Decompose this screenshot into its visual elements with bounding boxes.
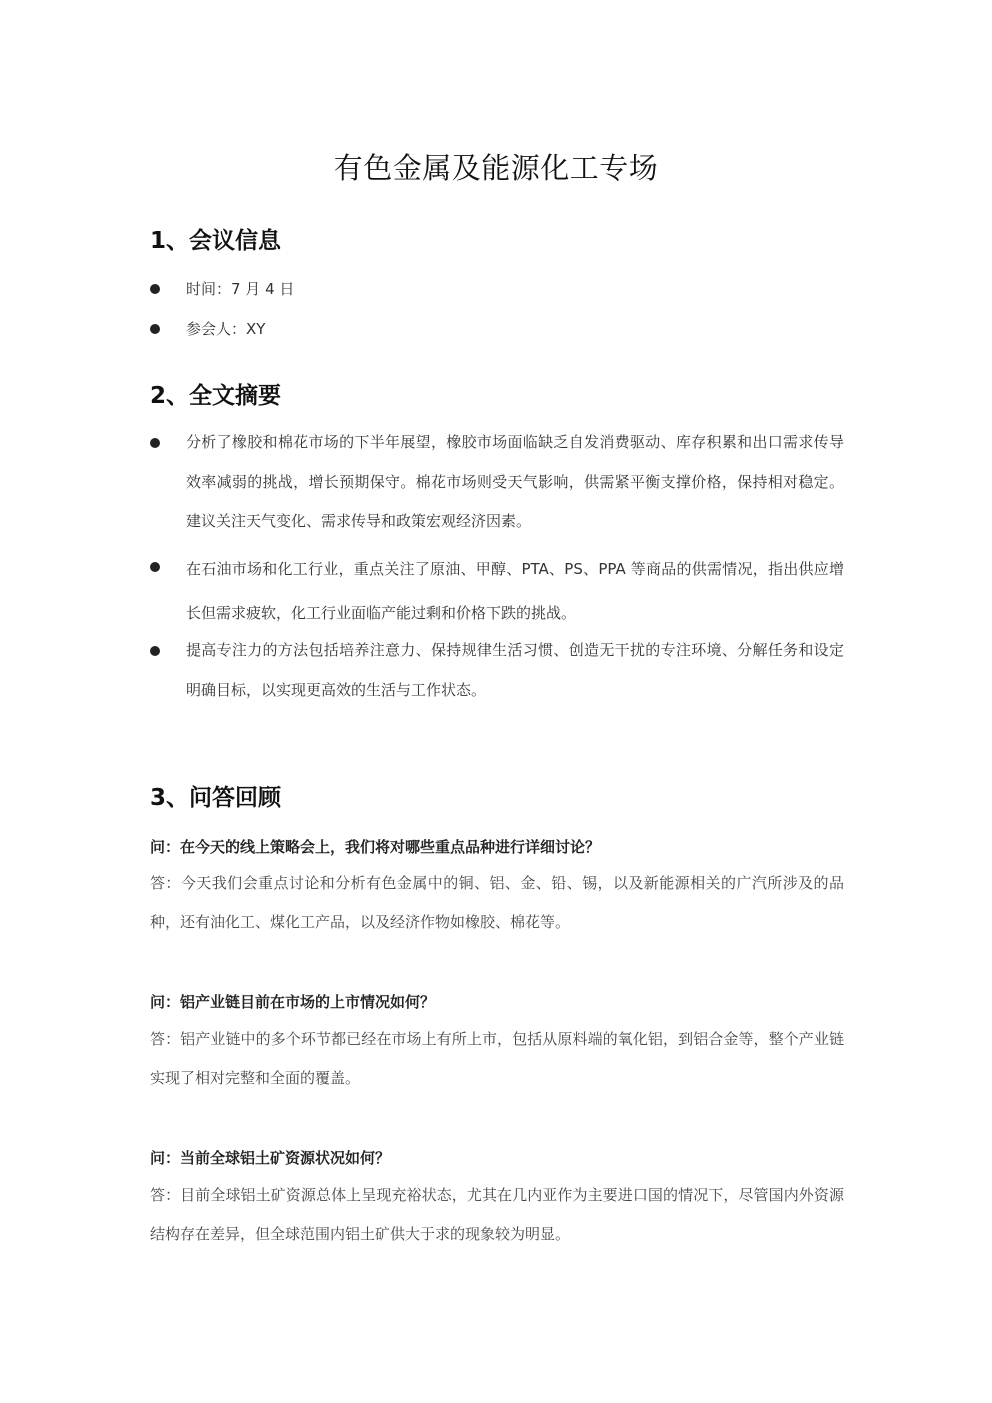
qa-answer: 答：今天我们会重点讨论和分析有色金属中的铜、铝、金、铅、锡，以及新能源相关的广汽所涉及的品种，还有油化工、煤化工产品，以及经济作物如橡胶、棉花等。 xyxy=(150,874,844,931)
bullet-icon xyxy=(150,562,160,572)
summary-text: 提高专注力的方法包括培养注意力、保持规律生活习惯、创造无干扰的专注环境、分解任务和设定明确目标，以实现更高效的生活与工作状态。 xyxy=(186,641,844,699)
summary-text: 在石油市场和化工行业，重点关注了原油、甲醇、PTA、PS、PPA 等商品的供需情况，指出供应增长但需求疲软，化工行业面临产能过剩和价格下跌的挑战。 xyxy=(186,560,844,622)
bullet-icon xyxy=(150,438,160,448)
summary-text: 分析了橡胶和棉花市场的下半年展望，橡胶市场面临缺乏自发消费驱动、库存积累和出口需求传导效率减弱的挑战，增长预期保守。棉花市场则受天气影响，供需紧平衡支撑价格，保持相对稳定。建议关注天气变化、需求传导和政策宏观经济因素。 xyxy=(186,433,844,530)
list-item xyxy=(150,316,850,342)
list-item xyxy=(150,547,850,627)
bullet-icon xyxy=(150,646,160,656)
list-item xyxy=(150,276,850,302)
qa-question: 问：在今天的线上策略会上，我们将对哪些重点品种进行详细讨论？ xyxy=(150,838,601,856)
qa-answer: 答：铝产业链中的多个环节都已经在市场上有所上市，包括从原料端的氧化铝，到铝合金等，整个产业链实现了相对完整和全面的覆盖。 xyxy=(150,1030,844,1087)
qa-answer: 答：目前全球铝土矿资源总体上呈现充裕状态，尤其在几内亚作为主要进口国的情况下，尽管国内外资源结构存在差异，但全球范围内铝土矿供大于求的现象较为明显。 xyxy=(150,1186,844,1243)
section-heading-qa: 3、问答回顾 xyxy=(150,785,282,811)
list-item xyxy=(150,423,850,543)
meeting-time: 时间：7 月 4 日 xyxy=(186,280,295,298)
document-title: 有色金属及能源化工专场 xyxy=(333,151,659,185)
section-heading-summary: 2、全文摘要 xyxy=(150,383,282,409)
meeting-participants: 参会人：XY xyxy=(186,320,266,338)
section-heading-meeting-info: 1、会议信息 xyxy=(150,228,282,254)
qa-question: 问：铝产业链目前在市场的上市情况如何？ xyxy=(150,993,436,1011)
bullet-icon xyxy=(150,324,160,334)
bullet-icon xyxy=(150,284,160,294)
qa-question: 问：当前全球铝土矿资源状况如何？ xyxy=(150,1149,391,1167)
list-item xyxy=(150,631,850,711)
